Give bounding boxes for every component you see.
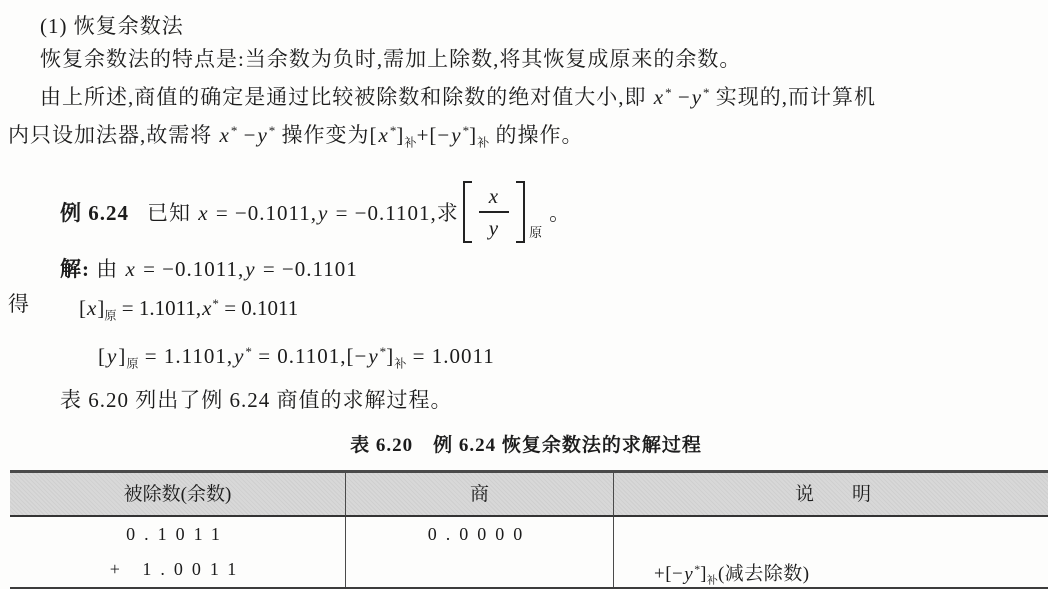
left-bracket <box>463 181 472 243</box>
cell-quotient: 0.0000 <box>346 517 614 552</box>
paragraph-1: 恢复余数法的特点是:当余数为负时,需加上除数,将其恢复成原来的余数。 <box>40 47 742 71</box>
header-note: 说 明 <box>614 473 1048 517</box>
cell-quotient <box>346 552 614 587</box>
example-statement <box>8 172 1044 252</box>
right-bracket <box>516 181 525 243</box>
fraction-x-over-y <box>463 181 545 243</box>
cell-note: $+[-y^*]_补$(减去除数) <box>654 563 810 587</box>
fraction-subscript: 原 <box>529 224 544 240</box>
fraction-denominator: y <box>488 215 500 240</box>
cell-dividend: + 1.0011 <box>10 552 346 587</box>
paragraph-2: 由上所述,商值的确定是通过比较被除数和除数的绝对值大小,即 x* −y* 实现的,而计算机 <box>40 85 877 110</box>
example-tail: 。 <box>549 200 572 225</box>
paragraph-3: 内只设加法器,故需将 x* −y* 操作变为$[x^*]_补+[-y^*]_补$ 的操作。 <box>8 123 584 150</box>
example-label: 例 6.24 <box>60 200 129 225</box>
solution-line <box>8 252 1044 286</box>
derive-formula-x: $[x]_原 = 1.1011,x^* = 0.1011$ <box>79 295 299 322</box>
example-lead-text: 已知 x = −0.1011,y = −0.1101,求 <box>147 200 459 225</box>
cell-dividend: 0.1011 <box>10 517 346 552</box>
derive-formula-y: $[y]_原 = 1.1101,y^* = 0.1101,[-y^*]_补 = 1.0011$ <box>98 343 495 371</box>
header-dividend: 被除数(余数) <box>10 473 346 517</box>
table-caption: 表 6.20 例 6.24 恢复余数法的求解过程 <box>350 435 702 457</box>
derive-label: 得 <box>8 291 29 316</box>
table-header-row <box>10 473 1048 517</box>
table-intro: 表 6.20 列出了例 6.24 商值的求解过程。 <box>60 388 453 413</box>
table-row <box>10 517 1048 552</box>
cell-note <box>614 517 1048 552</box>
section-heading: (1) 恢复余数法 <box>40 14 184 38</box>
fraction-numerator: x <box>479 184 509 213</box>
table-body <box>10 517 1048 587</box>
fraction-body <box>479 184 509 240</box>
solution-label: 解: <box>60 256 90 281</box>
header-quotient: 商 <box>346 473 614 517</box>
table-6-20 <box>10 470 1048 589</box>
derive-line <box>8 286 1044 333</box>
table-row <box>10 552 1048 587</box>
solution-body: 由 x = −0.1011,y = −0.1101 <box>90 256 358 281</box>
